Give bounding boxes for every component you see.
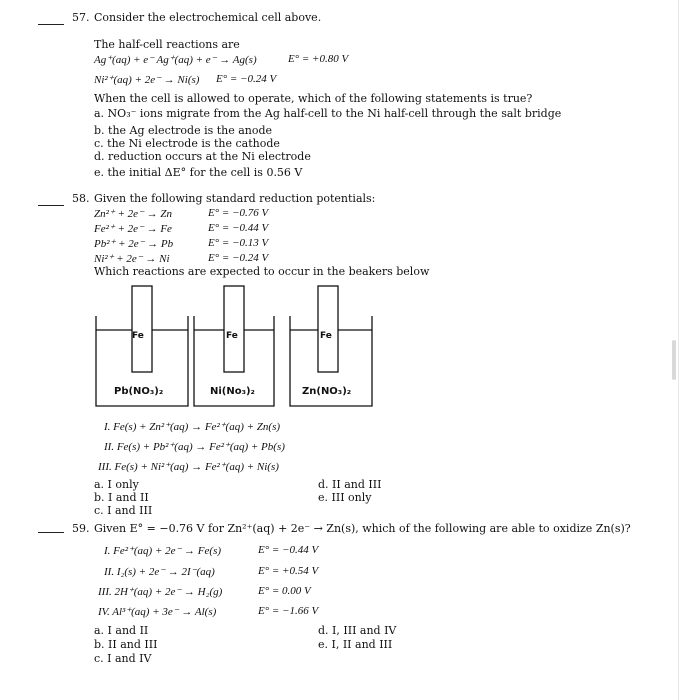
q58-reaction-2: Fe²⁺ + 2e⁻ → Fe [94, 223, 172, 235]
q58-option-a[interactable]: a. I only [94, 478, 139, 491]
q57-reaction-2: Ni²⁺(aq) + 2e⁻ → Ni(s) [94, 74, 200, 86]
q57-option-b[interactable]: b. the Ag electrode is the anode [94, 124, 273, 137]
electrode-label-2: Fe [226, 331, 238, 341]
beaker-solution-3: Zn(NO₃)₂ [302, 386, 352, 397]
q57-option-e[interactable]: e. the initial ΔE° for the cell is 0.56 V [94, 166, 303, 179]
q59-potential-2: E° = +0.54 V [258, 565, 319, 577]
q57-potential-2: E° = −0.24 V [216, 73, 277, 85]
answer-blank-58[interactable] [38, 205, 64, 206]
question-prompt-58: Given the following standard reduction potentials: [94, 192, 376, 205]
q58-potential-4: E° = −0.24 V [208, 252, 269, 264]
q57-option-c[interactable]: c. the Ni electrode is the cathode [94, 137, 280, 150]
q59-option-a[interactable]: a. I and II [94, 624, 149, 637]
q59-reaction-4: IV. Al³⁺(aq) + 3e⁻ → Al(s) [98, 606, 217, 618]
beaker-solution-2: Ni(No₃)₂ [210, 386, 255, 397]
electrode-label-1: Fe [132, 331, 144, 341]
q58-statement-2: II. Fe(s) + Pb²⁺(aq) → Fe²⁺(aq) + Pb(s) [104, 441, 285, 453]
q58-reaction-4: Ni²⁺ + 2e⁻ → Ni [94, 253, 170, 265]
q58-potential-3: E° = −0.13 V [208, 237, 269, 249]
scrollbar-thumb[interactable] [672, 340, 676, 380]
q59-option-c[interactable]: c. I and IV [94, 652, 152, 665]
q58-statement-3: III. Fe(s) + Ni²⁺(aq) → Fe²⁺(aq) + Ni(s) [98, 461, 279, 473]
q59-potential-3: E° = 0.00 V [258, 585, 311, 597]
q57-potential-1: E° = +0.80 V [288, 53, 349, 65]
electrode-label-3: Fe [320, 331, 332, 341]
q59-potential-1: E° = −0.44 V [258, 544, 319, 556]
q57-option-a[interactable]: a. NO₃⁻ ions migrate from the Ag half-cell to the Ni half-cell through the salt bridge [94, 107, 562, 120]
q59-option-b[interactable]: b. II and III [94, 638, 158, 651]
question-prompt-59: Given E° = −0.76 V for Zn²⁺(aq) + 2e⁻ → Zn(s), which of the following are able to oxidize Zn(s)? [94, 522, 631, 535]
q57-option-d[interactable]: d. reduction occurs at the Ni electrode [94, 150, 311, 163]
q59-reaction-1: I. Fe²⁺(aq) + 2e⁻ → Fe(s) [104, 545, 222, 557]
q58-option-c[interactable]: c. I and III [94, 504, 153, 517]
q57-reaction-1: Ag⁺(aq) + e⁻ Ag⁺(aq) + e⁻ → Ag(s) [94, 54, 257, 66]
beaker-solution-1: Pb(NO₃)₂ [114, 386, 164, 397]
q57-intro: The half-cell reactions are [94, 38, 240, 51]
q58-question: Which reactions are expected to occur in the beakers below [94, 265, 430, 278]
q57-question: When the cell is allowed to operate, which of the following statements is true? [94, 92, 533, 105]
q58-reaction-1: Zn²⁺ + 2e⁻ → Zn [94, 208, 172, 220]
q58-potential-2: E° = −0.44 V [208, 222, 269, 234]
q58-statement-1: I. Fe(s) + Zn²⁺(aq) → Fe²⁺(aq) + Zn(s) [104, 421, 281, 433]
question-number-59: 59. [72, 522, 90, 535]
page-edge-line [678, 0, 679, 700]
q58-option-e[interactable]: e. III only [318, 491, 372, 504]
question-number-57: 57. [72, 11, 90, 24]
question-number-58: 58. [72, 192, 90, 205]
q59-potential-4: E° = −1.66 V [258, 605, 319, 617]
q58-potential-1: E° = −0.76 V [208, 207, 269, 219]
q59-option-e[interactable]: e. I, II and III [318, 638, 393, 651]
answer-blank-59[interactable] [38, 532, 64, 533]
q58-reaction-3: Pb²⁺ + 2e⁻ → Pb [94, 238, 174, 250]
q59-reaction-2: II. I₂(s) + 2e⁻ → 2I⁻(aq) [104, 566, 215, 578]
q59-option-d[interactable]: d. I, III and IV [318, 624, 397, 637]
q58-option-b[interactable]: b. I and II [94, 491, 149, 504]
answer-blank-57[interactable] [38, 24, 64, 25]
q59-reaction-3: III. 2H⁺(aq) + 2e⁻ → H₂(g) [98, 586, 223, 598]
q58-option-d[interactable]: d. II and III [318, 478, 382, 491]
question-prompt-57: Consider the electrochemical cell above. [94, 11, 322, 24]
